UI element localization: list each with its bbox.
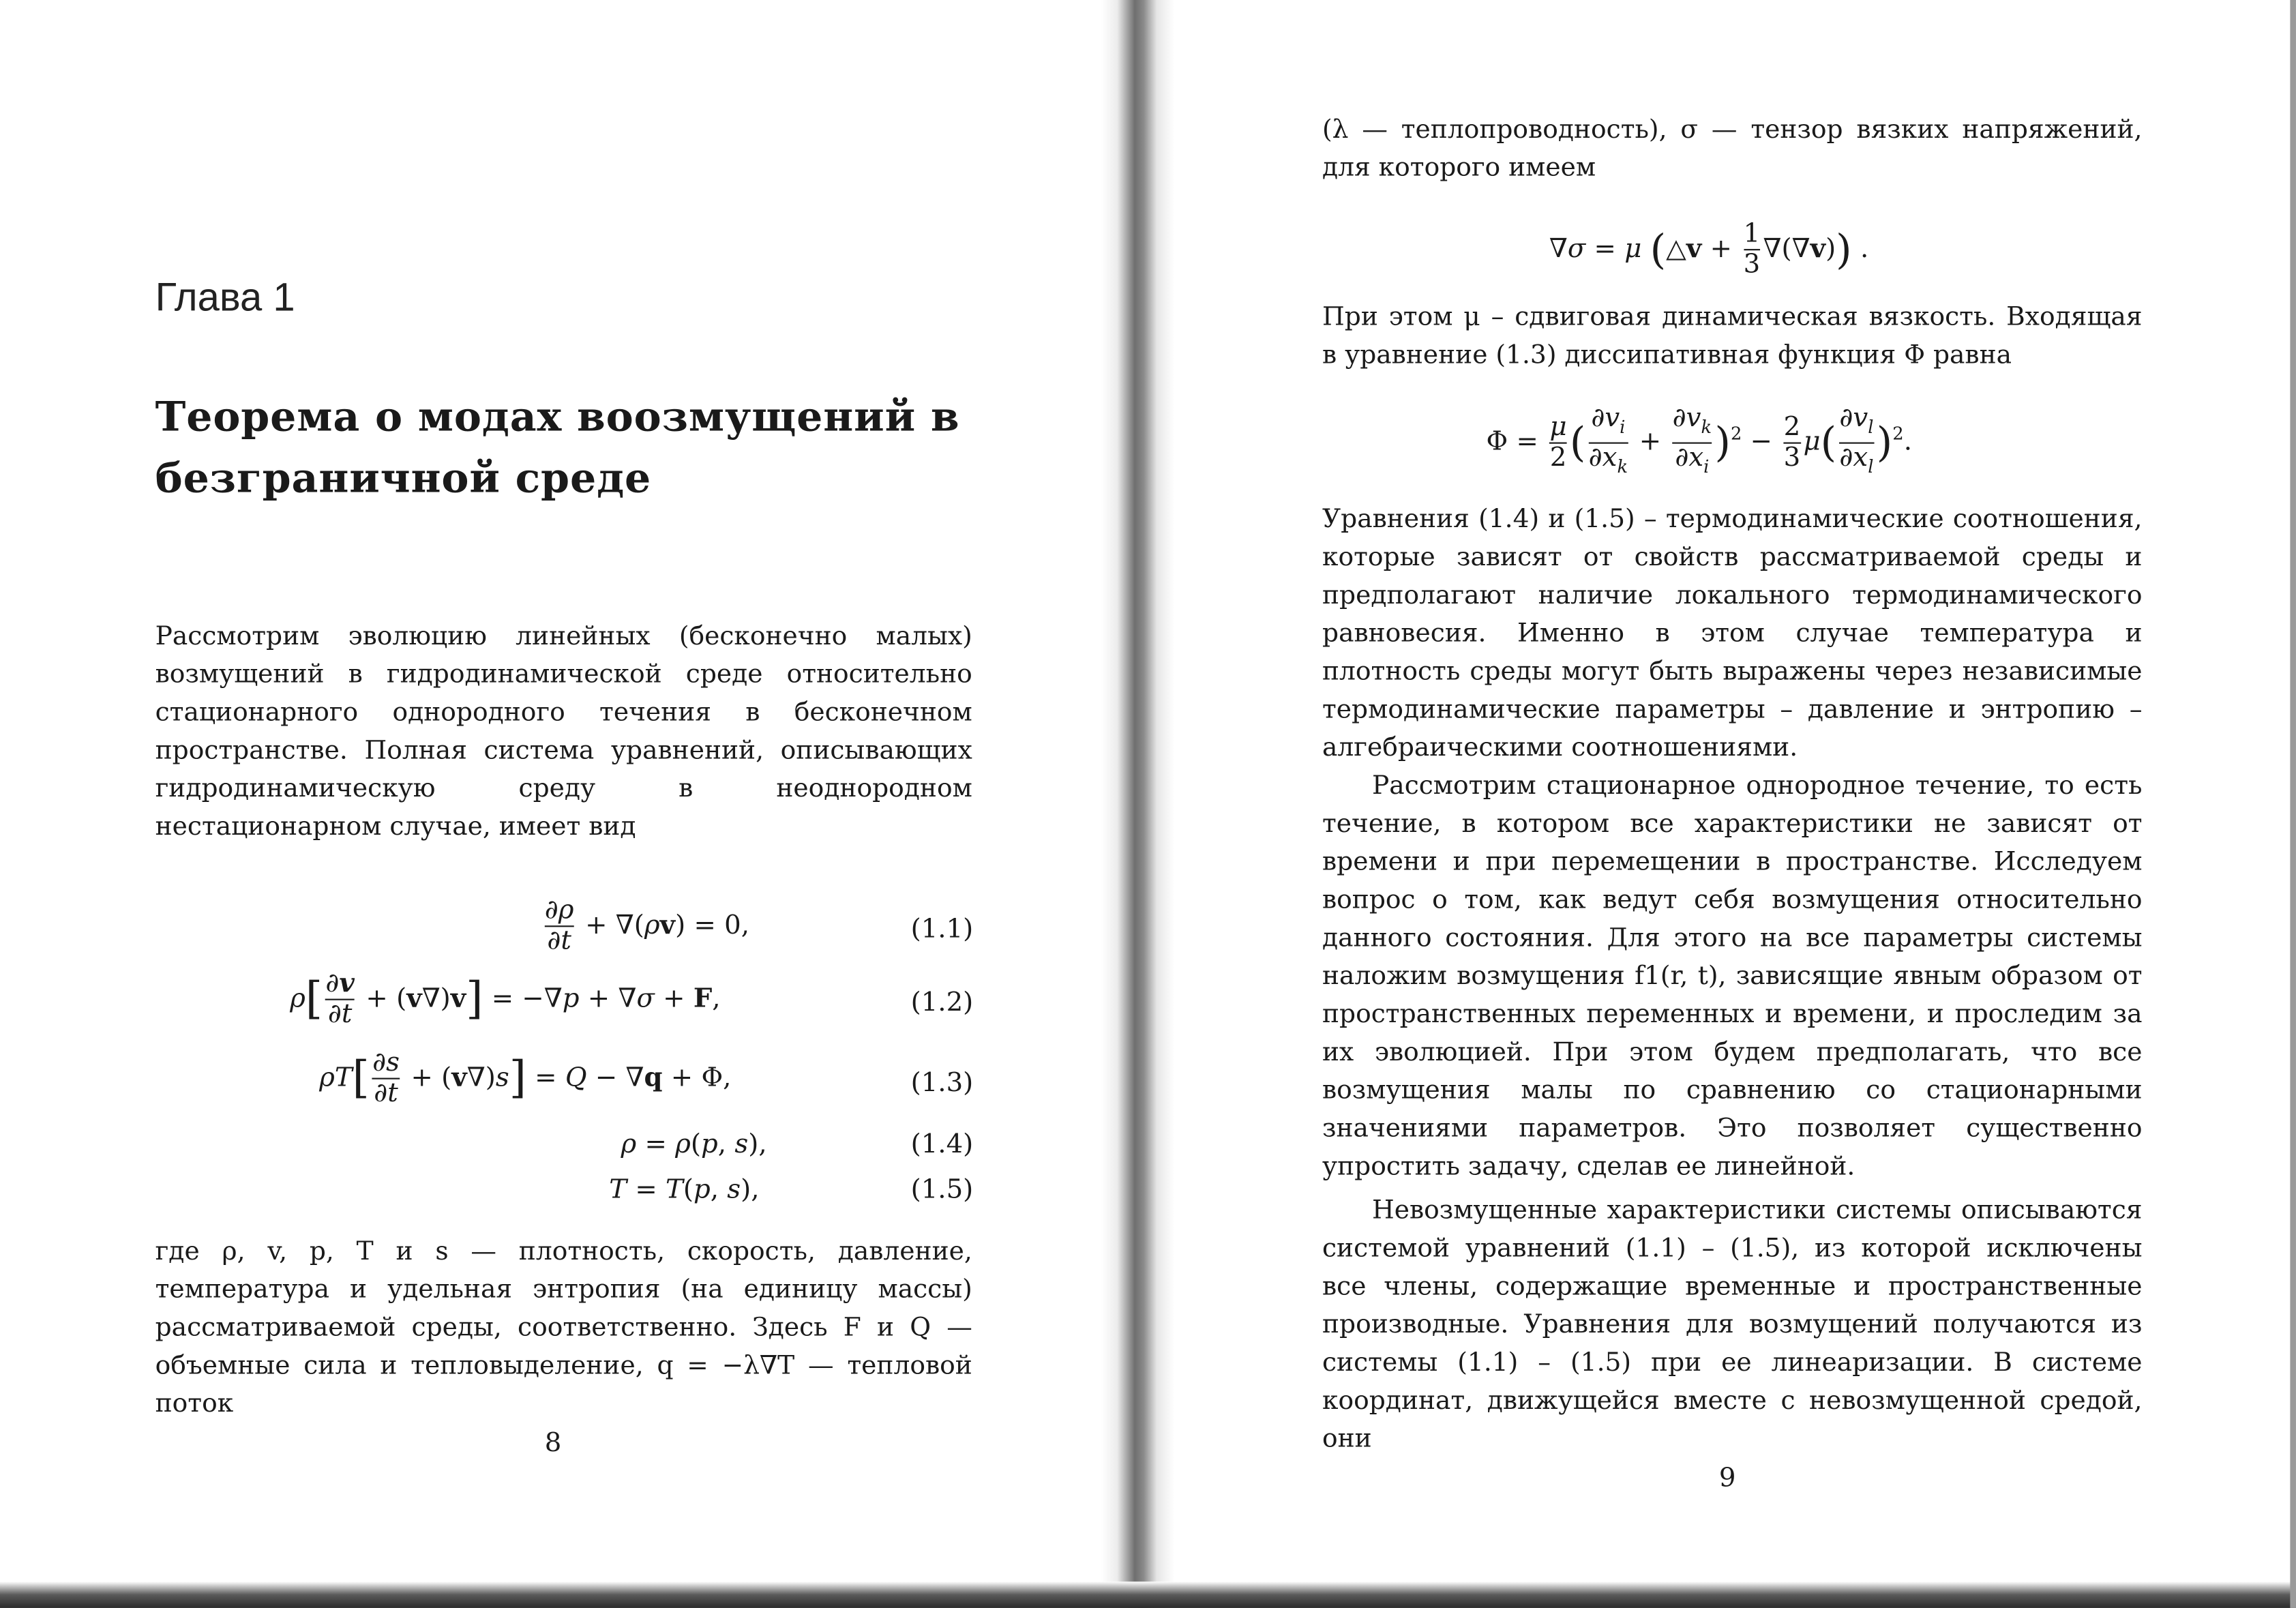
equation-number-1-1: (1.1) [910,914,974,945]
equation-1-3: ρT[ $\frac{\partial s}{\partial t}$ + (v∇)s] = Q − ∇q + Φ, [319,1047,732,1109]
equation-number-1-2: (1.2) [910,987,974,1018]
page-number-left: 8 [544,1427,562,1459]
equation-1-5: T = T(p, s), [609,1174,760,1206]
left-page [0,0,1113,1608]
chapter-label: Глава 1 [155,275,295,320]
equation-number-1-5: (1.5) [910,1174,974,1206]
right-edge-shadow [2290,0,2296,1608]
thermo-paragraph-text: Уравнения (1.4) и (1.5) – термодинамические соотношения, которые зависят от свойств рассматриваемой среды и предполагают наличие локального термодинамического равновесия. Именно в этом случае температура и плотность среды могут быть выражены через независимые термодинамические параметры – давление и энтропию – алгебраическими соотношениями. [1322,505,2143,763]
chapter-title: Теорема о модах воозмущений в безграничной среде [155,392,960,503]
variables-paragraph: где ρ, v, p, T и s — плотность, скорость, давление, температура и удельная энтропия (на единицу массы) рассматриваемой среды, соответственно. Здесь F и Q — объемные сила и тепловыделение, q = −λ∇T — тепловой поток [155,1237,972,1419]
page-number-right: 9 [1718,1463,1736,1494]
phi-equation: Φ = $\frac{\mu}{2}$ ( $\frac{\partial v_i}{\partial x_k}$ + $\frac{\partial v_k}{\partial x_i}$ )$^2$ − $\frac{2}{3}$ μ( $\frac{\partial v_l}{\partial x_l}$ )$^2$. [1487,404,1912,481]
equation-1-2: ρ[ $\frac{\partial v}{\partial t}$ + (v∇)v] = −∇p + ∇σ + F, [290,968,721,1030]
stationary-paragraph [1322,767,2142,1186]
stationary-paragraph-text: Рассмотрим стационарное однородное течение, то есть течение, в котором все характеристики не зависят от времени и при перемещении в пространстве. Исследуем вопрос о том, как ведут себя возмущения относительно данного состояния. Для этого на все параметры системы наложим возмущения f1(r, t), зависящие явным образом от пространственных переменных и времени, и проследим за их эволюцией. При этом будем предполагать, что все возмущения малы по сравнению со стационарными значениями параметров. Это позволяет существенно упростить задачу, сделав ее линейной. [1322,771,2143,1182]
thermo-paragraph [1322,501,2142,767]
book-gutter [1101,0,1174,1608]
equation-1-1: $\frac{\partial\rho}{\partial t}$ + ∇(ρv) = 0, [544,895,750,957]
equation-1-4: ρ = ρ(p, s), [621,1129,767,1160]
mu-text: При этом μ – сдвиговая динамическая вязкость. Входящая в уравнение (1.3) диссипативная функция Φ равна [1322,303,2143,371]
equation-number-1-4: (1.4) [910,1129,974,1160]
equation-number-1-3: (1.3) [910,1067,974,1099]
sigma-equation: ∇σ = μ (△v + $\frac{1}{3}$ ∇(∇v)) . [1549,218,1869,280]
unperturbed-paragraph [1322,1192,2142,1459]
intro-paragraph: Рассмотрим эволюцию линейных (бесконечно малых) возмущений в гидродинамической среде относительно стационарного однородного течения в бесконечном пространстве. Полная система уравнений, описывающих гидродинамическую среду в неоднородном нестационарном случае, имеет вид [155,622,972,842]
bottom-shadow [0,1581,2296,1608]
right-opening-text: (λ — теплопроводность), σ — тензор вязких напряжений, для которого имеем [1322,115,2143,183]
unperturbed-paragraph-text: Невозмущенные характеристики системы описываются системой уравнений (1.1) – (1.5), из которой исключены все члены, содержащие временные и пространственные производные. Уравнения для возмущений получаются из системы (1.1) – (1.5) при ее линеаризации. В системе координат, движущейся вместе с невозмущенной средой, они [1322,1196,2143,1455]
